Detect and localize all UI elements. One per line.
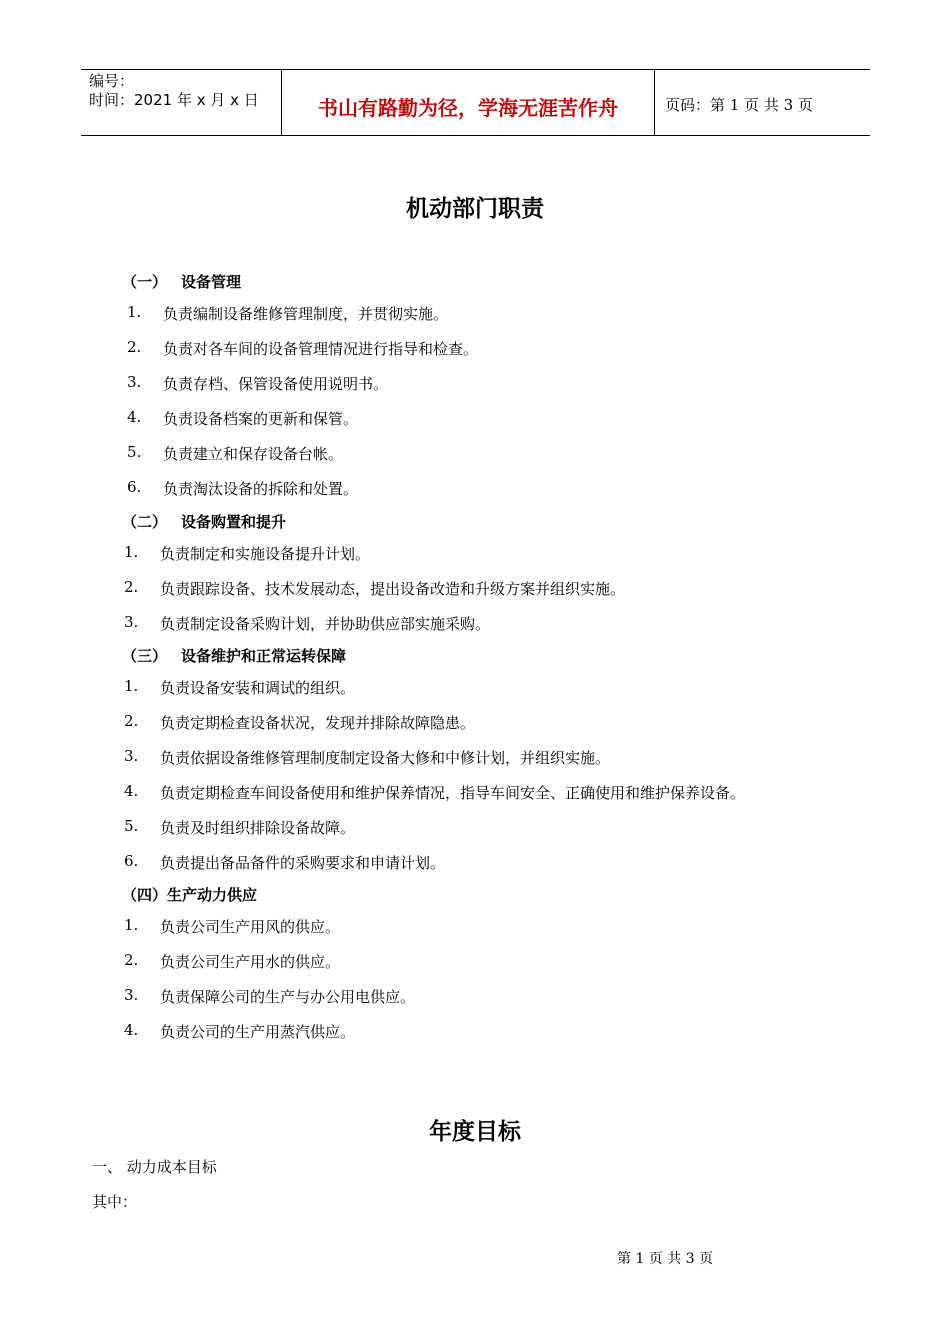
header-number: 编号： — [89, 72, 135, 90]
section-heading — [122, 511, 286, 532]
document-title: 机动部门职责 — [406, 196, 544, 222]
section-heading — [122, 271, 241, 292]
section-title-annual-goals: 年度目标 — [429, 1119, 521, 1145]
section-number: （一） — [122, 273, 168, 291]
section-title: 生产动力供应 — [167, 886, 258, 904]
section-number: （四） — [122, 886, 168, 904]
section-heading — [122, 884, 257, 905]
header-meta-cell — [81, 70, 282, 135]
header-page-number: 页码：第 1 页 共 3 页 — [665, 96, 813, 114]
goal-line: 一、 动力成本目标 — [92, 1158, 217, 1176]
page-header — [81, 69, 870, 136]
among-label: 其中： — [92, 1193, 138, 1211]
section-title: 设备维护和正常运转保障 — [181, 647, 347, 665]
section-number: （二） — [122, 513, 168, 531]
section-heading — [122, 645, 346, 666]
section-title: 设备管理 — [181, 273, 242, 291]
section-number: （三） — [122, 647, 168, 665]
section-title: 设备购置和提升 — [181, 513, 287, 531]
page-footer: 第 1 页 共 3 页 — [617, 1251, 714, 1267]
header-time: 时间：2021 年 x 月 x 日 — [89, 91, 259, 109]
header-motto: 书山有路勤为径，学海无涯苦作舟 — [282, 70, 655, 135]
